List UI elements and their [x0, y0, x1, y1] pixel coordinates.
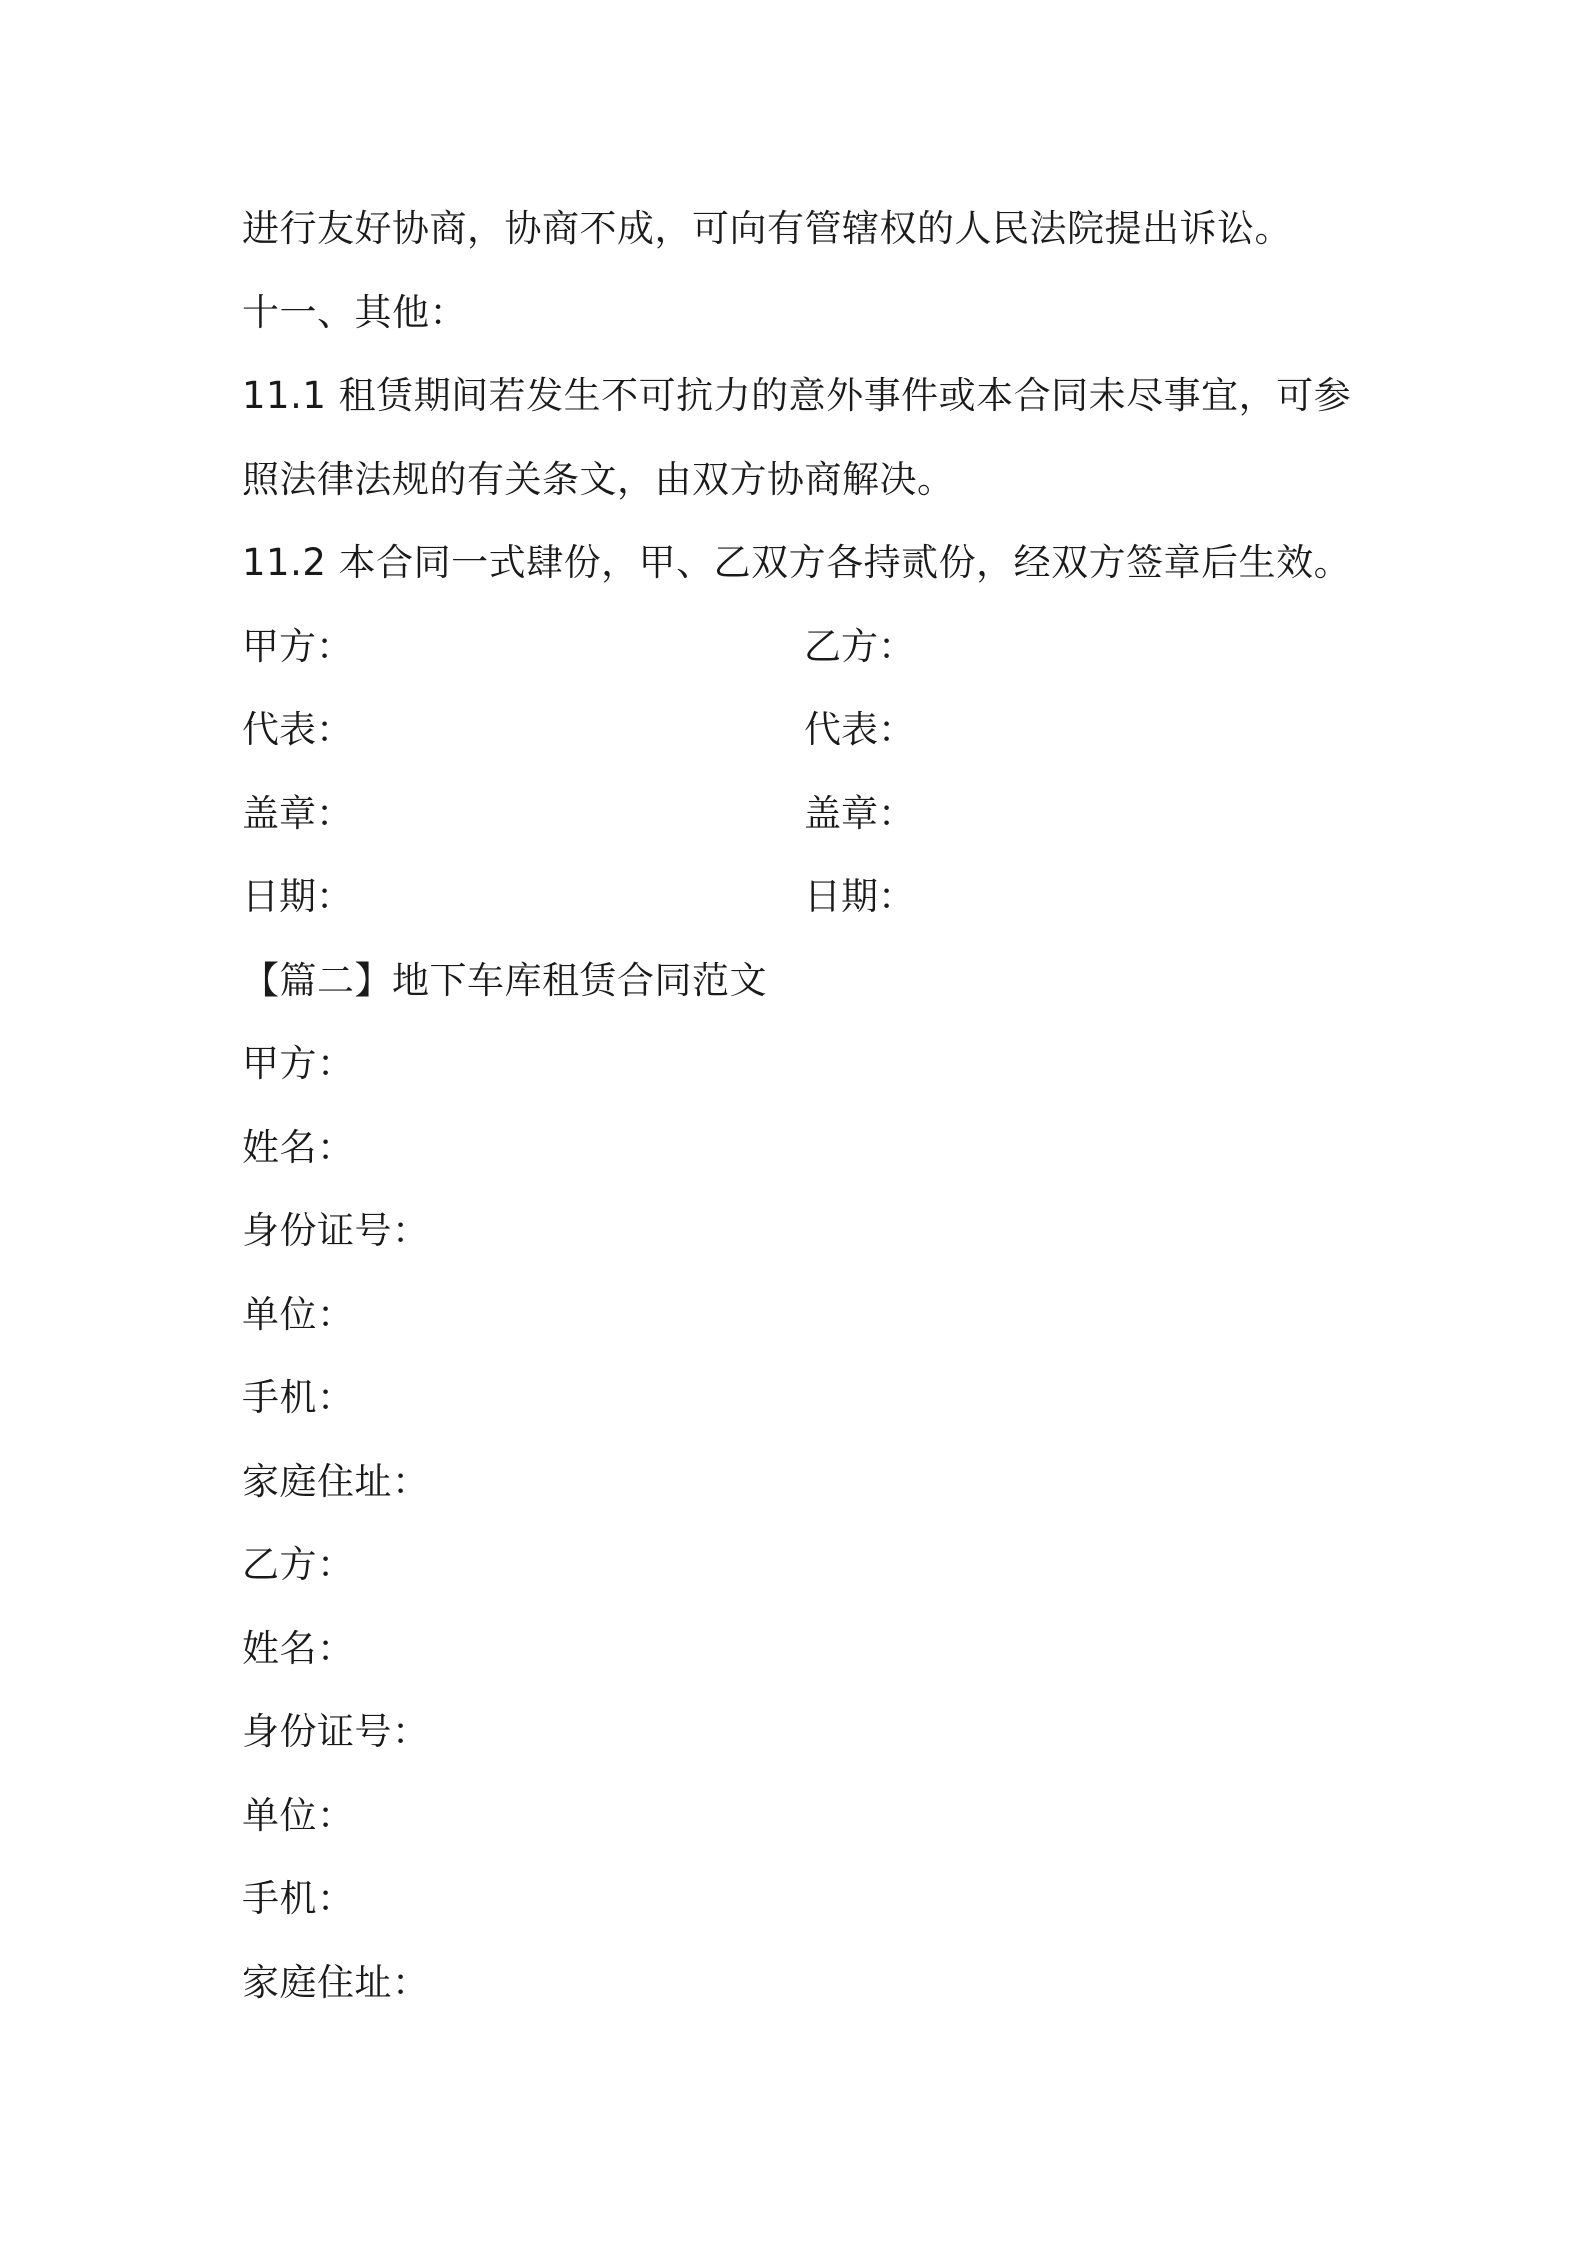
party-b-id-field: 身份证号： [242, 1710, 430, 1753]
signature-row-representative [242, 699, 1382, 783]
paragraph-dispute-resolution: 进行友好协商，协商不成，可向有管辖权的人民法院提出诉讼。 [242, 207, 1292, 250]
signature-party-a-representative: 代表： [242, 708, 353, 751]
signature-row-date [242, 866, 1382, 950]
section-title-part-two: 【篇二】地下车库租赁合同范文 [242, 958, 767, 1002]
clause-11-1-line-1: 11.1 租赁期间若发生不可抗力的意外事件或本合同未尽事宜，可参 [242, 374, 1352, 417]
party-a-phone-field: 手机： [242, 1376, 355, 1419]
party-a-address-field: 家庭住址： [242, 1459, 430, 1503]
party-b-address-field: 家庭住址： [242, 1960, 430, 2004]
signature-party-b-seal: 盖章： [804, 791, 915, 835]
signature-row-seal [242, 783, 1382, 867]
party-a-employer-field: 单位： [242, 1292, 355, 1336]
signature-party-b-label: 乙方： [804, 624, 915, 668]
party-b-employer-field: 单位： [242, 1793, 355, 1837]
party-b-name-field: 姓名： [242, 1626, 355, 1670]
signature-party-a-seal: 盖章： [242, 791, 353, 835]
party-a-name-field: 姓名： [242, 1125, 355, 1169]
signature-party-a-label: 甲方： [242, 624, 353, 668]
party-b-label: 乙方： [242, 1543, 355, 1586]
party-b-phone-field: 手机： [242, 1877, 355, 1920]
signature-party-b-representative: 代表： [804, 708, 915, 751]
document-body [242, 198, 1382, 2035]
signature-party-b-date: 日期： [804, 875, 915, 918]
clause-11-1-line-2: 照法律法规的有关条文，由双方协商解决。 [242, 457, 955, 501]
party-a-id-field: 身份证号： [242, 1209, 430, 1252]
signature-row-party [242, 616, 1382, 700]
signature-party-a-date: 日期： [242, 875, 353, 918]
section-heading-other: 十一、其他： [242, 290, 467, 334]
party-a-label: 甲方： [242, 1042, 355, 1085]
clause-11-2: 11.2 本合同一式肆份，甲、乙双方各持贰份，经双方签章后生效。 [242, 541, 1352, 584]
